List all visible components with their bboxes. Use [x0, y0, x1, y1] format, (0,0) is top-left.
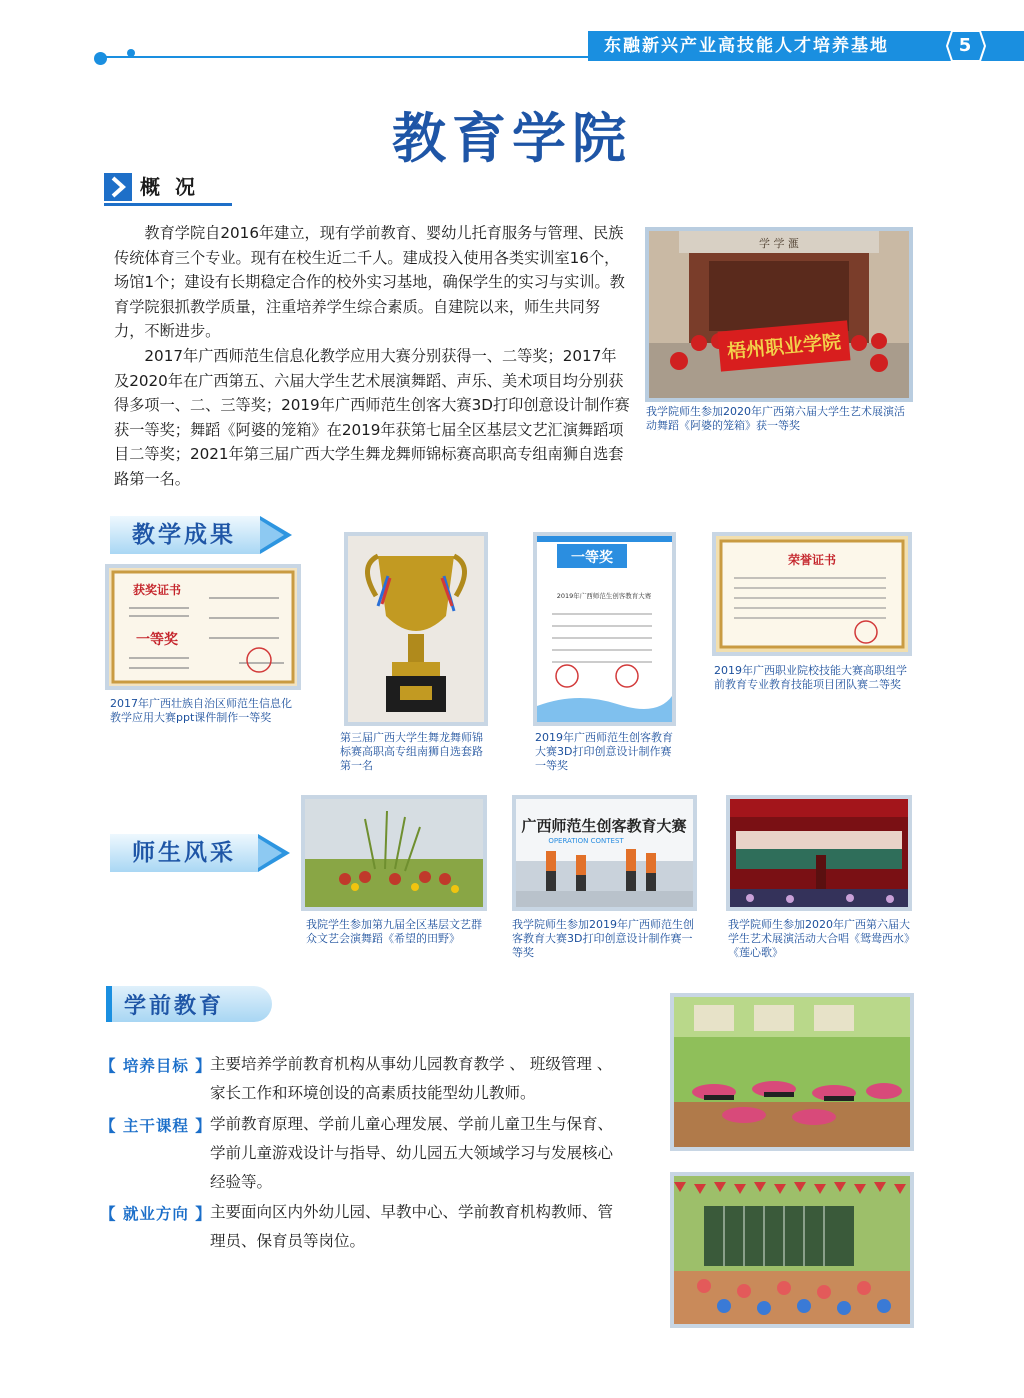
- showcase-caption: 我院学生参加第九届全区基层文艺群众文艺会演舞蹈《希望的田野》: [306, 918, 482, 945]
- career-direction-text: [210, 1198, 670, 1256]
- banner-text: 梧州职业学院: [726, 331, 842, 363]
- achievement-caption: 2017年广西壮族自治区师范生信息化教学应用大赛ppt课件制作一等奖: [110, 697, 292, 724]
- training-goal-label: 【 培养目标 】: [100, 1057, 212, 1075]
- overview-paragraph: 教育学院自2016年建立，现有学前教育、婴幼儿托育服务与管理、民族传统体育三个专业。现有在校生近二千人。建成投入使用各类实训室16个，场馆1个；建设有长期稳定合作的校外实习基地，确保学生的实习与实训。教育学院狠抓教学质量，注重培养学生综合素质。自建院以来，师生共同努力，不断进步。: [114, 224, 625, 341]
- text-line: 学前儿童游戏设计与指导、幼儿园五大领域学习与发展核心: [210, 1144, 614, 1162]
- header-dot: [94, 52, 107, 65]
- showcase-caption: 我学院师生参加2019年广西师范生创客教育大赛3D打印创意设计制作赛一等奖: [512, 918, 694, 959]
- overview-heading-rule: [104, 203, 232, 206]
- certificate-photo: [533, 532, 676, 726]
- training-goal-text: [210, 1050, 670, 1108]
- certificate-photo: [105, 564, 301, 690]
- showcase-heading: 师生风采: [132, 840, 236, 866]
- text-line: 主要培养学前教育机构从事幼儿园教育教学 、 班级管理 、: [210, 1055, 613, 1073]
- photo-caption: 我学院师生参加2020年广西第六届大学生艺术展演活动舞蹈《阿婆的笼箱》获一等奖: [646, 405, 905, 432]
- main-courses-text: [210, 1110, 670, 1197]
- overview-paragraph: 2017年广西师范生信息化教学应用大赛分别获得一、二等奖；2017年及2020年在广西第五、六届大学生艺术展演舞蹈、声乐、美术项目均分别获得多项一、二、三等奖；2019年广西师范生创客大赛3D打印创意设计制作赛获一等奖；舞蹈《阿婆的笼箱》在2019年获第七届全区基层文艺汇演舞蹈项目二等奖；2021年第三届广西大学生舞龙舞师锦标赛高职高专组南狮自选套路第一名。: [114, 346, 630, 488]
- header-title: 东融新兴产业高技能人才培养基地: [604, 36, 889, 56]
- text-line: 家长工作和环境创设的高素质技能型幼儿教师。: [210, 1084, 536, 1102]
- text-line: 经验等。: [210, 1173, 273, 1191]
- achievement-caption: 2019年广西职业院校技能大赛高职组学前教育专业教育技能项目团队赛二等奖: [714, 664, 907, 691]
- certificate-badge: 一等奖: [571, 550, 613, 566]
- achievement-caption: 第三届广西大学生舞龙舞师锦标赛高职高专组南狮自选套路第一名: [340, 731, 483, 772]
- group-photo-dance: [645, 227, 913, 402]
- certificate-title: 获奖证书: [132, 583, 182, 597]
- certificate-title: 2019年广西师范生创客教育大赛: [556, 592, 652, 600]
- page-title: 教育学院: [392, 107, 632, 170]
- contest-stage-photo: [512, 795, 697, 911]
- dance-studio-photo: [670, 993, 914, 1151]
- overview-text: [114, 221, 630, 492]
- chevron-right-icon: [104, 173, 132, 201]
- certificate-badge: 一等奖: [136, 632, 178, 648]
- overview-heading: 概 况: [140, 175, 199, 199]
- header-rule: [100, 56, 600, 58]
- text-line: 主要面向区内外幼儿园、早教中心、学前教育机构教师、管: [210, 1203, 614, 1221]
- dance-field-photo: [301, 795, 487, 911]
- trophy-photo: [344, 532, 488, 726]
- kindergarten-yard-photo: [670, 1172, 914, 1328]
- achievements-heading: 教学成果: [132, 522, 236, 548]
- contest-backdrop-text: 广西师范生创客教育大赛: [521, 817, 687, 835]
- career-direction-label: 【 就业方向 】: [100, 1205, 212, 1223]
- text-line: 理员、保育员等岗位。: [210, 1232, 366, 1250]
- page-number: 5: [958, 35, 972, 56]
- contest-backdrop-subtext: OPERATION CONTEST: [548, 837, 624, 845]
- choir-stage-photo: [726, 795, 912, 911]
- certificate-photo: [712, 532, 912, 656]
- achievement-caption: 2019年广西师范生创客教育大赛3D打印创意设计制作赛一等奖: [535, 731, 673, 772]
- main-courses-label: 【 主干课程 】: [100, 1117, 212, 1135]
- certificate-title: 荣誉证书: [787, 553, 837, 567]
- building-sign: 学 学 滙: [759, 237, 799, 250]
- showcase-caption: 我学院师生参加2020年广西第六届大学生艺术展演活动大合唱《鸳鸯西水》《莲心歌》: [728, 918, 910, 959]
- text-line: 学前教育原理、学前儿童心理发展、学前儿童卫生与保育、: [210, 1115, 614, 1133]
- preschool-heading: 学前教育: [124, 994, 225, 1019]
- header-dot: [127, 49, 135, 57]
